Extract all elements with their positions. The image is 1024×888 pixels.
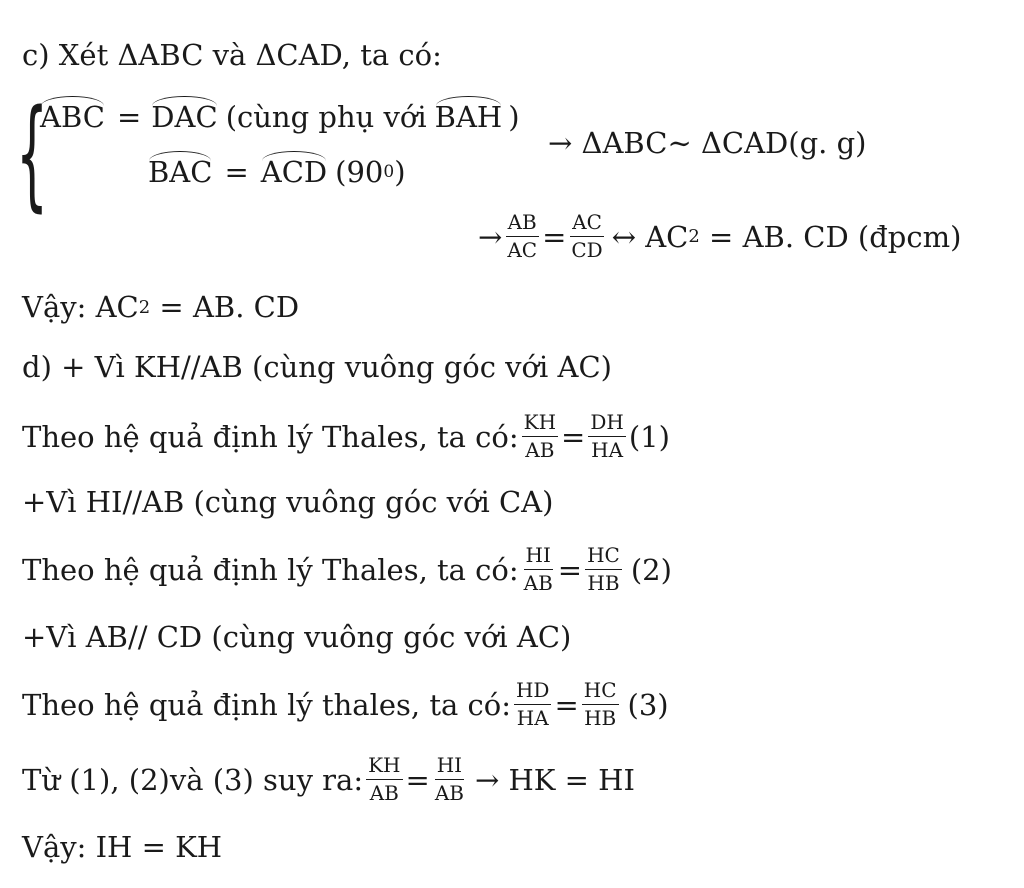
angle-acd: ACD [260,155,328,189]
equivalence-result: = AB. CD (đpcm) [699,219,962,254]
denominator: AB [523,571,553,595]
denominator: CD [571,238,603,262]
square-sup: 2 [138,296,151,318]
system-brace: { [16,85,49,224]
fraction-dh-ha [588,412,625,461]
fraction-hi-ab [522,545,555,594]
system-row-1 [40,100,520,134]
part-d-line-5: +Vì AB// CD (cùng vuông góc với AC) [22,620,572,654]
thales-text: Theo hệ quả định lý Thales, ta có: [22,552,519,587]
angle-bac: BAC [148,155,213,189]
equals-sign: = [557,552,583,587]
numerator: HD [514,680,551,705]
deduction-result: → HK = HI [474,762,635,797]
equals-sign: = [561,419,586,454]
equals-sign: = [405,762,430,797]
denominator: HB [587,571,620,595]
denominator: HA [591,438,624,462]
fraction-ab-ac [505,212,539,261]
part-c-intro: c) Xét ΔABC và ΔCAD, ta có: [22,38,442,72]
numerator: HI [435,755,464,780]
thales-text: Theo hệ quả định lý Thales, ta có: [22,419,519,454]
system-row-2 [148,155,406,189]
numerator: HC [582,680,619,705]
part-c-conclusion [22,290,299,324]
numerator: DH [588,412,625,437]
denominator: AB [525,438,555,462]
reason-90: (90 [335,155,384,189]
equals-sign: = [554,687,579,722]
equation-tag: (1) [628,419,670,454]
equals-sign: = [224,155,249,189]
denominator: HA [516,706,549,730]
part-d-line-7 [22,755,635,804]
denominator: AB [434,781,464,805]
numerator: HI [524,545,553,570]
angle-dac: DAC [151,100,218,134]
numerator: KH [522,412,558,437]
numerator: AB [506,212,539,237]
similarity-conclusion: → ΔABC∼ ΔCAD(g. g) [548,126,867,160]
equivalence-text: ↔ AC [611,219,689,254]
arrow: → [478,219,503,254]
equals-sign: = [116,100,142,134]
fraction-kh-ab [522,412,558,461]
deduction-text: Từ (1), (2)và (3) suy ra: [22,762,364,797]
numerator: HC [585,545,622,570]
fraction-ac-cd [569,212,604,261]
square-sup: 2 [688,226,700,247]
equation-tag: (2) [630,552,672,587]
numerator: AC [570,212,604,237]
denominator: AC [507,238,538,262]
equals-sign: = [542,219,567,254]
part-d-line-6 [22,680,669,729]
equation-tag: (3) [627,687,669,722]
part-d-line-4 [22,545,672,594]
ratio-line [478,212,961,261]
fraction-hc-hb [582,680,619,729]
fraction-kh-ab [366,755,402,804]
degree-sup: 0 [383,162,395,182]
reason-close: ) [394,155,406,189]
denominator: AB [369,781,399,805]
reason-text: (cùng phụ với [225,100,427,134]
fraction-hi-ab [433,755,466,804]
conclusion-text: Vậy: AC [22,290,139,324]
angle-bah: BAH [434,100,503,134]
fraction-hc-hb [585,545,622,594]
part-d-line-8: Vậy: IH = KH [22,830,223,864]
reason-close: ) [508,100,520,134]
fraction-hd-ha [514,680,551,729]
numerator: KH [366,755,402,780]
angle-abc: ABC [40,100,105,134]
part-d-line-1: d) + Vì KH//AB (cùng vuông góc với AC) [22,350,612,384]
denominator: HB [584,706,617,730]
conclusion-result: = AB. CD [150,290,300,324]
thales-text: Theo hệ quả định lý thales, ta có: [22,687,511,722]
part-d-line-3: +Vì HI//AB (cùng vuông góc với CA) [22,485,554,519]
part-d-line-2 [22,412,670,461]
